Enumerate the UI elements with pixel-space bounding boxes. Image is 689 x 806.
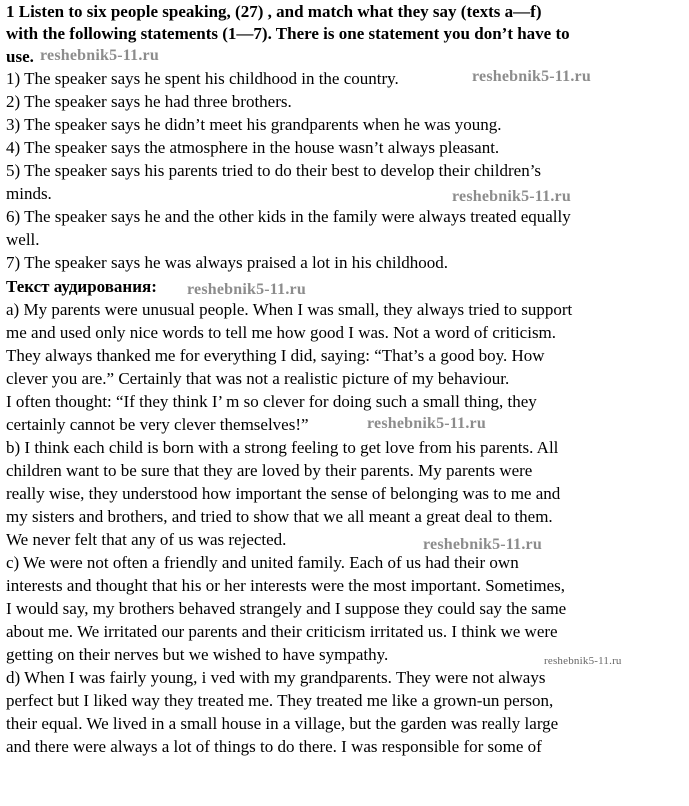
- text-line: getting on their nerves but we wished to have sympathy.: [6, 645, 389, 664]
- text-line: children want to be sure that they are loved by their parents. My parents were: [6, 461, 533, 480]
- text-line: interests and thought that his or her interests were the most important. Sometimes,: [6, 576, 566, 595]
- text-line: really wise, they understood how important the sense of belonging was to me and: [6, 484, 561, 503]
- statement-2: 2) The speaker says he had three brothers.: [6, 92, 292, 111]
- text-line: a) My parents were unusual people. When I was small, they always tried to support: [6, 300, 573, 319]
- text-line: perfect but I liked way they treated me. They treated me like a grown-un person,: [6, 691, 554, 710]
- statement-7: 7) The speaker says he was always praised a lot in his childhood.: [6, 253, 449, 272]
- statement-1: 1) The speaker says he spent his childhood in the country.: [6, 69, 399, 88]
- statement-6-cont: well.: [6, 230, 40, 249]
- text-line: and there were always a lot of things to do there. I was responsible for some of: [6, 737, 542, 756]
- statement-4: 4) The speaker says the atmosphere in the house wasn’t always pleasant.: [6, 138, 500, 157]
- text-line: d) When I was fairly young, i ved with my grandparents. They were not always: [6, 668, 546, 687]
- text-line: We never felt that any of us was rejected.: [6, 530, 287, 549]
- text-line: b) I think each child is born with a strong feeling to get love from his parents. All: [6, 438, 559, 457]
- text-line: clever you are.” Certainly that was not a realistic picture of my behaviour.: [6, 369, 510, 388]
- watermark: reshebnik5-11.ru: [472, 68, 591, 85]
- watermark: reshebnik5-11.ru: [40, 47, 159, 64]
- watermark: reshebnik5-11.ru: [367, 415, 486, 432]
- task-title-line-3: use.: [6, 47, 34, 66]
- section-title: Текст аудирования:: [6, 277, 157, 296]
- text-line: their equal. We lived in a small house in a village, but the garden was really large: [6, 714, 559, 733]
- statement-5-cont: minds.: [6, 184, 52, 203]
- watermark: reshebnik5-11.ru: [423, 536, 542, 553]
- watermark: reshebnik5-11.ru: [544, 655, 622, 667]
- statement-3: 3) The speaker says he didn’t meet his grandparents when he was young.: [6, 115, 502, 134]
- text-line: certainly cannot be very clever themselves!”: [6, 415, 309, 434]
- task-title-line-2: with the following statements (1—7). There is one statement you don’t have to: [6, 24, 570, 43]
- text-line: my sisters and brothers, and tried to show that we all meant a great deal to them.: [6, 507, 553, 526]
- statement-5: 5) The speaker says his parents tried to do their best to develop their children’s: [6, 161, 542, 180]
- text-line: me and used only nice words to tell me how good I was. Not a word of criticism.: [6, 323, 557, 342]
- task-title-line-1: 1 Listen to six people speaking, (27) , and match what they say (texts a—f): [6, 2, 542, 21]
- watermark: reshebnik5-11.ru: [187, 281, 306, 298]
- statement-6: 6) The speaker says he and the other kids in the family were always treated equally: [6, 207, 571, 226]
- text-line: I would say, my brothers behaved strangely and I suppose they could say the same: [6, 599, 567, 618]
- text-line: about me. We irritated our parents and their criticism irritated us. I think we were: [6, 622, 558, 641]
- text-line: They always thanked me for everything I did, saying: “That’s a good boy. How: [6, 346, 545, 365]
- text-line: c) We were not often a friendly and united family. Each of us had their own: [6, 553, 519, 572]
- watermark: reshebnik5-11.ru: [452, 188, 571, 205]
- text-line: I often thought: “If they think I’ m so clever for doing such a small thing, they: [6, 392, 537, 411]
